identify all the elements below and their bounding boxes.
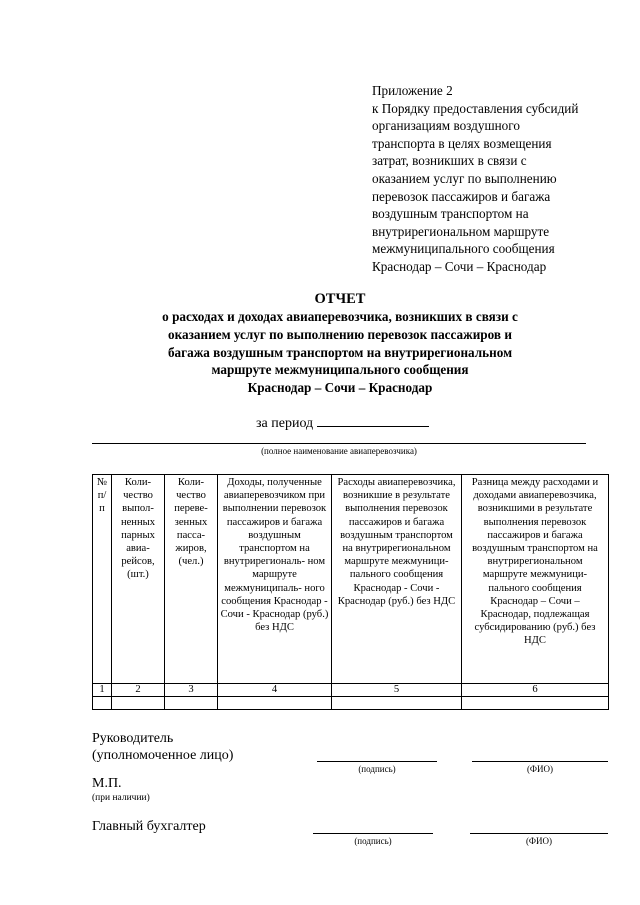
column-number: 6 [462,684,609,697]
head-label: Руководитель [92,731,174,746]
annex-line: межмуниципального сообщения [372,241,555,257]
column-header-number: № п/п [93,475,112,684]
report-title-block [100,290,580,397]
subtitle-line: оказанием услуг по выполнению перевозок пассажиров и [168,326,512,342]
carrier-name-caption: (полное наименование авиаперевозчика) [261,446,417,456]
column-number: 2 [112,684,165,697]
accountant-signature-line[interactable] [313,833,433,834]
seal-note: (при наличии) [92,793,150,803]
report-subtitle [100,308,580,397]
table-cell[interactable] [165,697,218,710]
subtitle-line: Краснодар – Сочи – Краснодар [247,380,433,396]
accountant-name-caption: (ФИО) [525,836,553,846]
table-cell[interactable] [112,697,165,710]
annex-line: оказанием услуг по выполнению [372,170,557,186]
accountant-label: Главный бухгалтер [92,819,206,834]
table-row [93,697,609,710]
head-sublabel: (уполномоченное лицо) [92,748,234,763]
table-header-row [93,475,609,684]
report-title: ОТЧЕТ [314,291,366,307]
column-header-flights: Коли- чество выпол- ненных парных авиа- рейсов, (шт.) [112,475,165,684]
column-header-difference: Разница между расходами и доходами авиаперевозчика, возникшими в результате выполнения перевозок пассажиров и багажа воздушным транспортом на внутрирегиональном маршруте межмуници- пального сообщения Краснодар – Сочи – Краснодар, подлежащая субсидированию (руб.) без НДС [462,475,609,684]
annex-line: перевозок пассажиров и багажа [372,188,551,204]
table-cell[interactable] [462,697,609,710]
annex-block [372,82,632,276]
column-number: 3 [165,684,218,697]
annex-line: организациям воздушного [372,118,520,134]
column-number: 1 [93,684,112,697]
period-label: за период [256,416,314,431]
annex-line: Краснодар – Сочи – Краснодар [372,258,547,274]
head-signature-line[interactable] [317,761,437,762]
subtitle-line: маршруте межмуниципального сообщения [211,362,469,378]
column-number: 4 [218,684,332,697]
column-number: 5 [332,684,462,697]
table-cell[interactable] [218,697,332,710]
annex-line: к Порядку предоставления субсидий [372,100,579,116]
annex-line: внутрирегиональном маршруте [372,223,550,239]
head-name-caption: (ФИО) [526,764,554,774]
head-name-line[interactable] [472,761,608,762]
annex-line: Приложение 2 [372,83,453,98]
period-blank-field[interactable] [317,412,429,427]
accountant-name-line[interactable] [470,833,608,834]
accountant-signature-caption: (подпись) [354,836,392,846]
column-header-expenses: Расходы авиаперевозчика, возникшие в результате выполнения перевозок пассажиров и багажа воздушным транспортом на внутрирегиональном маршруте межмуници- пального сообщения Краснодар - Сочи - Краснодар (руб.) без НДС [332,475,462,684]
column-number-row [93,684,609,697]
head-signature-caption: (подпись) [358,764,396,774]
period-row [256,412,429,432]
seal-label: М.П. [92,776,122,791]
report-table [92,474,609,710]
annex-line: транспорта в целях возмещения [372,135,552,151]
carrier-name-line[interactable] [92,443,586,444]
annex-line: затрат, возникших в связи с [372,153,527,169]
table-cell[interactable] [93,697,112,710]
column-header-passengers: Коли- чество переве- зенных пасса- жиров, (чел.) [165,475,218,684]
column-header-income: Доходы, полученные авиаперевозчиком при выполнении перевозок пассажиров и багажа воздушным транспортом на внутрирегиональ- ном маршруте межмуниципаль- ного сообщения Краснодар - Сочи - Краснодар (руб.) без НДС [218,475,332,684]
table-cell[interactable] [332,697,462,710]
annex-line: воздушным транспортом на [372,206,529,222]
subtitle-line: о расходах и доходах авиаперевозчика, возникших в связи с [162,309,518,324]
subtitle-line: багажа воздушным транспортом на внутрирегиональном [167,344,513,360]
